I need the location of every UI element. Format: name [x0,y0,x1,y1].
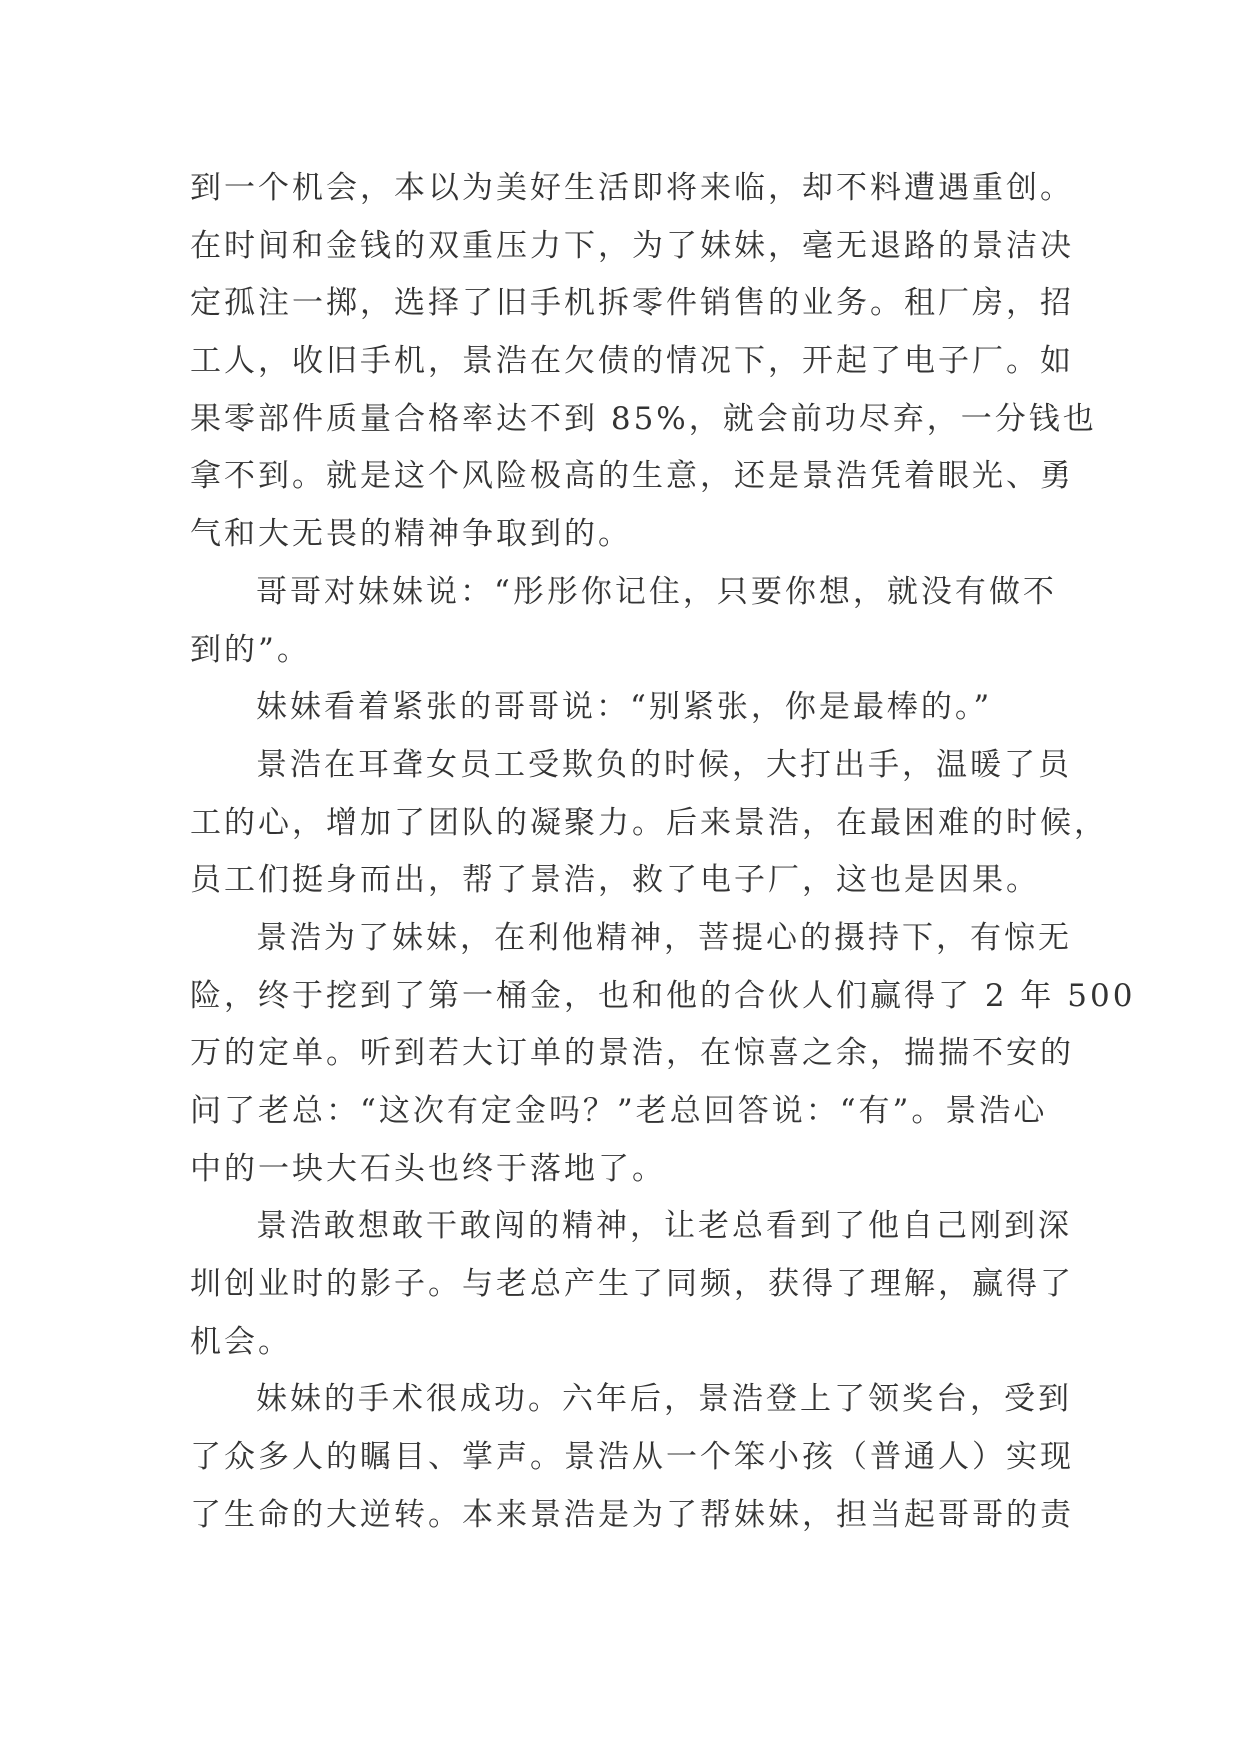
text-line: 圳创业时的影子。与老总产生了同频，获得了理解，赢得了 [190,1266,1074,1303]
text-line: 中的一块大石头也终于落地了。 [190,1150,666,1187]
text-line: 了众多人的瞩目、掌声。景浩从一个笨小孩（普通人）实现 [190,1439,1074,1476]
text-line: 万的定单。听到若大订单的景浩，在惊喜之余，揣揣不安的 [190,1035,1074,1072]
text-line: 到一个机会，本以为美好生活即将来临，却不料遭遇重创。 [190,170,1074,206]
text-line: 到的”。 [190,631,311,668]
paragraph-start-line: 景浩为了妹妹，在利他精神，菩提心的摄持下，有惊无 [256,919,1072,956]
text-line: 险，终于挖到了第一桶金，也和他的合伙人们赢得了 2 年 500 [190,977,1136,1014]
paragraph-start-line: 哥哥对妹妹说：“彤彤你记住，只要你想，就没有做不 [256,573,1057,610]
paragraph-start-line: 景浩敢想敢干敢闯的精神，让老总看到了他自己刚到深 [256,1208,1072,1245]
text-line: 在时间和金钱的双重压力下，为了妹妹，毫无退路的景洁决 [190,227,1074,264]
text-line: 员工们挺身而出，帮了景浩，救了电子厂，这也是因果。 [190,862,1040,899]
text-line: 问了老总：“这次有定金吗？”老总回答说：“有”。景浩心 [190,1093,1048,1129]
text-line: 果零部件质量合格率达不到 85%，就会前功尽弃，一分钱也 [190,400,1097,437]
paragraph-start-line: 景浩在耳聋女员工受欺负的时候，大打出手，温暖了员 [256,746,1072,783]
text-line: 工的心，增加了团队的凝聚力。后来景浩，在最困难的时候， [190,804,1108,841]
text-line: 了生命的大逆转。本来景浩是为了帮妹妹，担当起哥哥的责 [190,1496,1074,1533]
text-line: 定孤注一掷，选择了旧手机拆零件销售的业务。租厂房，招 [190,285,1074,322]
text-line: 气和大无畏的精神争取到的。 [190,516,632,553]
body-text [190,160,1136,1545]
text-line: 工人，收旧手机，景浩在欠债的情况下，开起了电子厂。如 [190,343,1074,380]
paragraph-start-line: 妹妹的手术很成功。六年后，景浩登上了领奖台，受到 [256,1381,1072,1418]
text-line: 机会。 [190,1323,292,1360]
text-line: 拿不到。就是这个风险极高的生意，还是景浩凭着眼光、勇 [190,458,1074,495]
paragraph-start-line: 妹妹看着紧张的哥哥说：“别紧张，你是最棒的。” [256,689,993,726]
